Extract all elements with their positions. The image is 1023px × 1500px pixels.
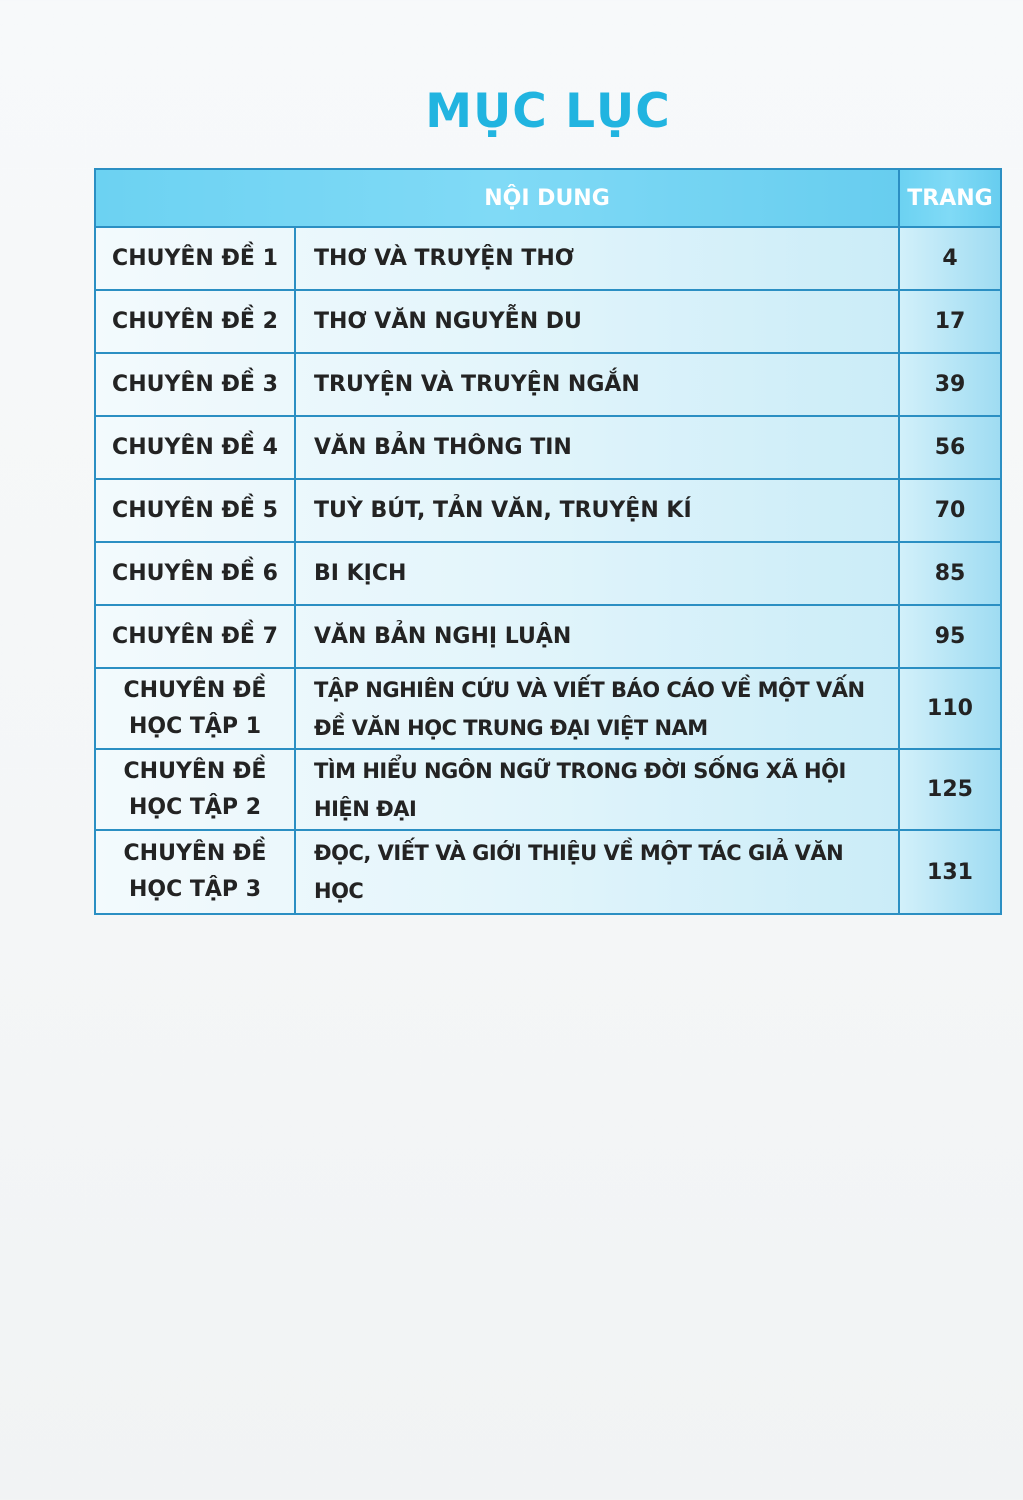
table-header-row bbox=[95, 169, 1001, 227]
content-line: TÌM HIỂU NGÔN NGỮ TRONG ĐỜI SỐNG XÃ HỘI bbox=[314, 758, 846, 783]
page-number-cell: 39 bbox=[899, 353, 1001, 416]
content-cell: BI KỊCH bbox=[295, 542, 899, 605]
page-title: MỤC LỤC bbox=[425, 84, 671, 139]
topic-line: HỌC TẬP 1 bbox=[128, 713, 262, 739]
table-row bbox=[95, 290, 1001, 353]
content-line: ĐỀ VĂN HỌC TRUNG ĐẠI VIỆT NAM bbox=[314, 715, 708, 740]
page-number-cell: 70 bbox=[899, 479, 1001, 542]
table-row bbox=[95, 830, 1001, 914]
topic-cell bbox=[95, 668, 295, 749]
table-row bbox=[95, 749, 1001, 830]
table-row bbox=[95, 416, 1001, 479]
page-number-cell: 125 bbox=[899, 749, 1001, 830]
page-number-cell: 131 bbox=[899, 830, 1001, 914]
content-line: TẬP NGHIÊN CỨU VÀ VIẾT BÁO CÁO VỀ MỘT VẤN bbox=[314, 677, 865, 702]
page-number-cell: 4 bbox=[899, 227, 1001, 290]
topic-cell: CHUYÊN ĐỀ 3 bbox=[95, 353, 295, 416]
header-content: NỘI DUNG bbox=[95, 169, 899, 227]
table-row bbox=[95, 227, 1001, 290]
topic-cell bbox=[95, 830, 295, 914]
topic-cell: CHUYÊN ĐỀ 7 bbox=[95, 605, 295, 668]
table-of-contents bbox=[94, 168, 1002, 915]
topic-cell: CHUYÊN ĐỀ 2 bbox=[95, 290, 295, 353]
topic-line: CHUYÊN ĐỀ bbox=[123, 677, 267, 703]
table-row bbox=[95, 605, 1001, 668]
topic-line: CHUYÊN ĐỀ bbox=[123, 841, 267, 866]
content-line: HIỆN ĐẠI bbox=[314, 796, 417, 821]
page-number-cell: 110 bbox=[899, 668, 1001, 749]
content-cell: ĐỌC, VIẾT VÀ GIỚI THIỆU VỀ MỘT TÁC GIẢ VĂN HỌC bbox=[295, 830, 899, 914]
table-row bbox=[95, 353, 1001, 416]
content-cell bbox=[295, 749, 899, 830]
content-cell: THƠ VĂN NGUYỄN DU bbox=[295, 290, 899, 353]
content-cell: VĂN BẢN NGHỊ LUẬN bbox=[295, 605, 899, 668]
topic-line: HỌC TẬP 2 bbox=[128, 794, 262, 820]
table-row bbox=[95, 668, 1001, 749]
page-number-cell: 56 bbox=[899, 416, 1001, 479]
content-cell bbox=[295, 668, 899, 749]
page-number-cell: 85 bbox=[899, 542, 1001, 605]
page-number-cell: 95 bbox=[899, 605, 1001, 668]
topic-cell: CHUYÊN ĐỀ 5 bbox=[95, 479, 295, 542]
topic-cell: CHUYÊN ĐỀ 1 bbox=[95, 227, 295, 290]
topic-cell bbox=[95, 749, 295, 830]
topic-cell: CHUYÊN ĐỀ 6 bbox=[95, 542, 295, 605]
topic-line: CHUYÊN ĐỀ bbox=[123, 758, 267, 784]
header-page: TRANG bbox=[899, 169, 1001, 227]
content-cell: VĂN BẢN THÔNG TIN bbox=[295, 416, 899, 479]
topic-cell: CHUYÊN ĐỀ 4 bbox=[95, 416, 295, 479]
page-number-cell: 17 bbox=[899, 290, 1001, 353]
table-row bbox=[95, 479, 1001, 542]
content-cell: TUỲ BÚT, TẢN VĂN, TRUYỆN KÍ bbox=[295, 479, 899, 542]
content-cell: TRUYỆN VÀ TRUYỆN NGẮN bbox=[295, 353, 899, 416]
table-row bbox=[95, 542, 1001, 605]
content-cell: THƠ VÀ TRUYỆN THƠ bbox=[295, 227, 899, 290]
topic-line: HỌC TẬP 3 bbox=[128, 877, 262, 902]
